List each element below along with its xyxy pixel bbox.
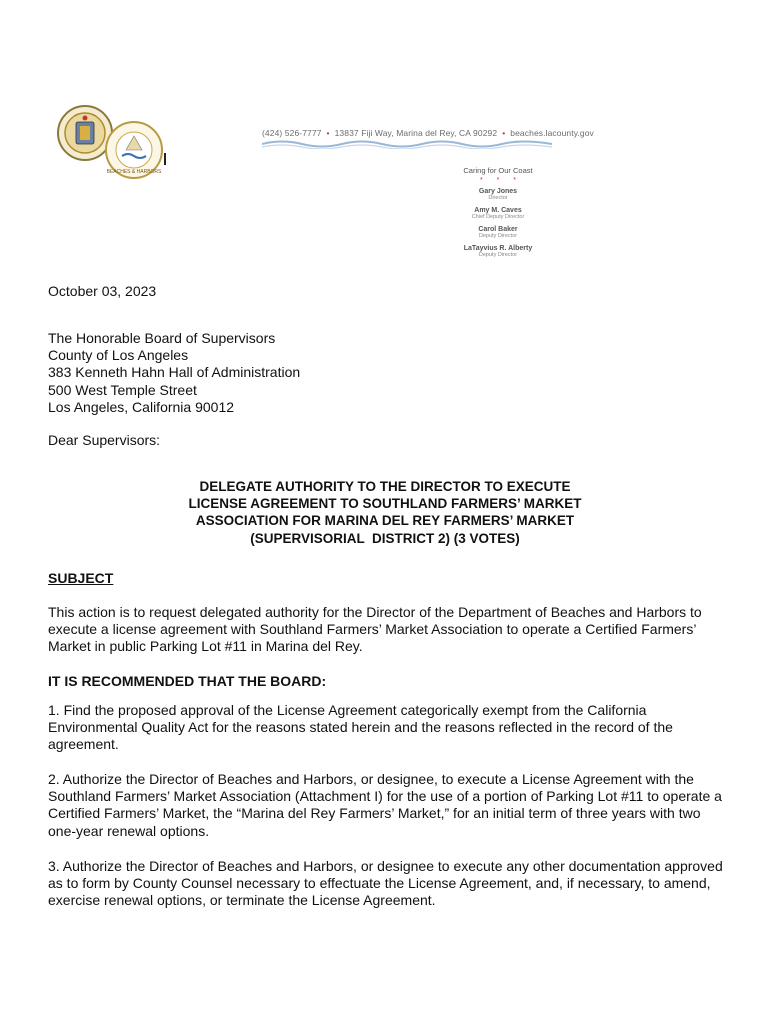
svg-text:BEACHES & HARBORS: BEACHES & HARBORS [106,169,162,175]
staff-name: Gary Jones [478,188,518,195]
staff-title: Deputy Director [478,233,518,239]
tagline: Caring for Our Coast [463,166,533,175]
recommendation-item: 1. Find the proposed approval of the License Agreement categorically exempt from the California Environmental Quality Act for the reasons stated herein and the reasons reflected in the record of the agreement. [48,702,673,753]
beaches-harbors-seal-icon [104,120,164,180]
title-line: (SUPERVISORIAL DISTRICT 2) (3 VOTES) [250,530,520,546]
wave-decoration-icon [262,139,552,149]
staff-member [448,226,548,239]
subject-heading: SUBJECT [48,570,114,586]
address-line: County of Los Angeles [48,347,189,364]
letter-date: October 03, 2023 [48,283,157,299]
staff-member [448,245,548,258]
staff-name: LaTayvius R. Alberty [463,245,533,252]
contact-address: 13837 Fiji Way, Marina del Rey, CA 90292 [334,128,498,138]
address-line: Los Angeles, California 90012 [48,398,235,415]
letterhead-staff [448,166,548,264]
recipient-address [48,330,728,416]
staff-member [448,188,548,201]
address-line: The Honorable Board of Supervisors [48,330,276,346]
recommendation-item: 2. Authorize the Director of Beaches and Harbors, or designee, to execute a License Agreement with the Southland Farmers’ Market Association (Attachment I) for the use of a portion of Parking Lot #11 to operate a Certified Farmers’ Market, the “Marina del Rey Farmers’ Market,” for an initial term of three years with two one-year renewal options. [48,771,722,839]
staff-title: Chief Deputy Director [471,214,525,220]
header-divider [164,153,166,165]
staff-title: Deputy Director [478,252,518,258]
staff-member [448,207,548,220]
stars-decoration: * * * [479,177,523,184]
title-line: ASSOCIATION FOR MARINA DEL REY FARMERS’ MARKET [195,513,575,529]
letter-title [100,478,670,547]
title-line: LICENSE AGREEMENT TO SOUTHLAND FARMERS’ MARKET [188,496,582,512]
title-line: DELEGATE AUTHORITY TO THE DIRECTOR TO EXECUTE [199,479,571,494]
staff-title: Director [488,195,508,201]
contact-separator: • [502,128,506,138]
letterhead-seals [56,100,176,180]
contact-website: beaches.lacounty.gov [510,128,594,138]
address-line: 500 West Temple Street [48,381,197,398]
greeting: Dear Supervisors: [48,432,161,448]
letterhead-contact [262,128,594,138]
contact-phone: (424) 526-7777 [262,128,322,138]
subject-paragraph: This action is to request delegated authority for the Director of the Department of Beaches and Harbors to execute a license agreement with Southland Farmers’ Market Association to operate a Certified Farmers’ Market in public Parking Lot #11 in Marina del Rey. [48,604,702,655]
staff-name: Carol Baker [478,226,518,233]
staff-name: Amy M. Caves [474,207,522,214]
contact-separator: • [326,128,330,138]
address-line: 383 Kenneth Hahn Hall of Administration [48,364,301,381]
recommendations-heading: IT IS RECOMMENDED THAT THE BOARD: [48,673,327,689]
recommendation-item: 3. Authorize the Director of Beaches and Harbors, or designee to execute any other documentation approved as to form by County Counsel necessary to effectuate the License Agreement, and, if necessary, to amend, exercise renewal options, or terminate the License Agreement. [48,858,723,909]
